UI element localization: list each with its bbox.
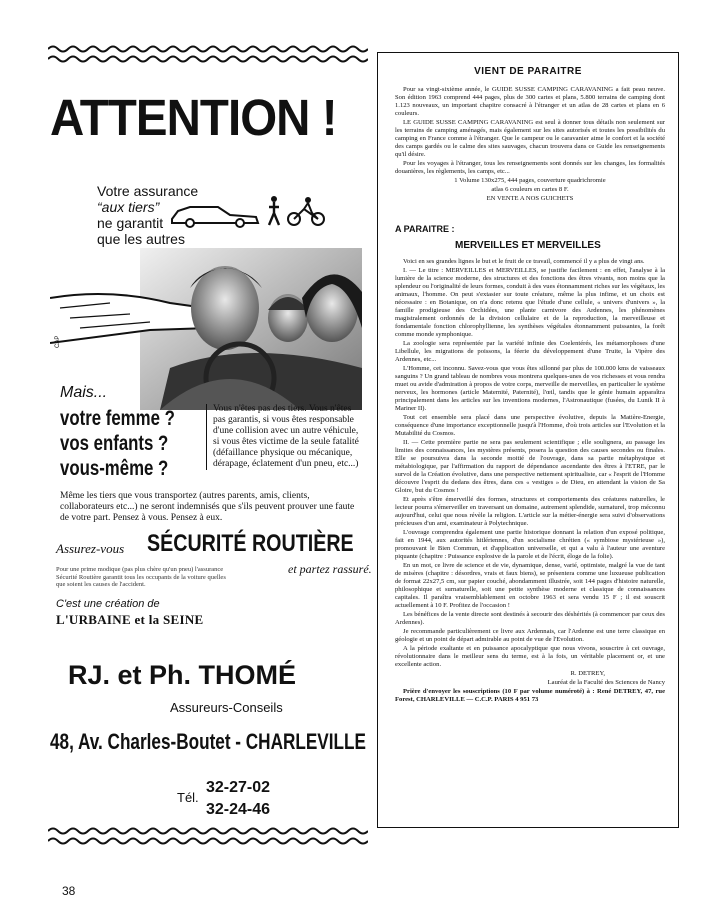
car-pedestrian-cyclist-icon	[170, 195, 340, 229]
paragraph: La zoologie sera représentée par la variété infinie des Coelentérés, les métamorphoses d'une Libellule, les migrations de poissons, la féerie du développement d'une Truite, la Vipère des Ardennes, etc...	[395, 340, 665, 363]
paragraph: LE GUIDE SUSSE CAMPING CARAVANING est seul à donner tous détails non seulement sur les terrains de camping aménagés, mais également sur les sites autorisés et toutes les possibilités du camping en France comme à l'étranger. Que le campeur ou le caravanier aime le confort et la société des camps gardés ou le calme des sites sauvages, chacun trouvera dans ce Guide les renseignements qu'il désire.	[395, 119, 665, 158]
question-line: votre femme ?	[60, 407, 175, 430]
paragraph: atlas 6 couleurs en cartes 8 F.	[491, 186, 569, 193]
paragraph: I. — Le titre : MERVEILLES et MERVEILLES, se justifie facilement : en effet, l'analyse à la lumière de la science moderne, des structures et des fonctions des êtres vivants, non moins que la splendeur ou l'originalité de leurs formes, conduit à des vues étonnamment riches sur les végétaux, les animaux, l'homme. On peut s'extasier sur toute créature, même la plus infime, et un choix est nécessaire : en Botanique, on n'a donc retenu que l'étude d'une cellule, « univers d'univers », la famille prodigieuse des Orchidées, une plante carnivore des Ardennes, les phénomènes magistralement ordonnés de la division cellulaire et de la reproduction, la merveilleuse et fondamentale fonction chlorophyllienne, les synthèses végétales étonnamment puissantes, la forêt comme monde symphonique.	[395, 267, 665, 338]
wavy-rule-left-bottom-2	[48, 836, 368, 846]
paragraph: II. — Cette première partie ne sera pas seulement scientifique ; elle soulignera, au passage les limites des connaissances, les mystères présents, posera la question des causes secondes ou finales. Elle se poursuivra dans la seconde moitié de l'ouvrage, dans sa partie métaphysique et métabiologique, par l'affirmation du rapport de dépendance ascendante des êtres à l'ETRE, par le survol de la Création évolutive, dans une perspective nettement spiritualiste, car « l'esprit de l'Homme découvre l'esprit du dedans des êtres, dans ces « vestiges » de Dieu, en attendant la vision de Sa Gloire, but du Cosmos !	[395, 439, 665, 494]
paragraph: EN VENTE A NOS GUICHETS	[486, 195, 574, 202]
signature: R. DETREY,	[570, 670, 605, 677]
paragraph: A la période exaltante et en puissance apocalyptique que nous vivons, souscrire à cet ouvrage, révolutionnaire dans le meilleur sens du terme, est à la fois, un véritable placement or, et une excellente action.	[395, 645, 665, 668]
creation-text: C'est une création de	[56, 598, 160, 610]
securite-routiere: SÉCURITÉ ROUTIÈRE	[147, 530, 354, 557]
guide-section	[395, 86, 665, 204]
a-paraitre-heading: A PARAITRE :	[395, 224, 455, 234]
paragraph: Pour les voyages à l'étranger, tous les renseignements sont donnés sur les changes, les formalités douanières, les règlements, les camps, etc...	[395, 160, 665, 175]
agency-name: RJ. et Ph. THOMÉ	[68, 660, 297, 690]
urbaine-logo: L'URBAINE et la SEINE	[56, 612, 204, 627]
headline: ATTENTION !	[50, 89, 337, 146]
book-title: MERVEILLES ET MERVEILLES	[455, 240, 601, 251]
paragraph: En un mot, ce livre de science et de vie, dynamique, dense, varié, optimiste, malgré la vue de tant de misères (chapitre : désordres, vrais et faux biens), se présentera comme une luxueuse publication de format 22x27,5 cm, sur papier couché, abondamment illustrée, soit 144 pages d'histoire naturelle, philosophique et surnaturelle, soit une petite synthèse moderne et classique de connaissances capitales. Il paraîtra vraisemblablement en octobre 1963 et sera vendu 15 F ; il est souscrit actuellement à 10 F. Profitez de l'occasion !	[395, 562, 665, 609]
agency-address: 48, Av. Charles-Boutet - CHARLEVILLE	[50, 729, 366, 754]
paragraph: Tout cet ensemble sera placé dans une perspective évolutive, depuis la Matière-Energie, conséquence d'une importance exceptionnelle jusqu'à l'Homme, d'où trois articles sur l'Evolution et la Mutabilité du Cosmos.	[395, 414, 665, 437]
tiers-text: Vous n'êtes pas des tiers. Vous n'êtes pas garantis, si vous êtes responsable d'une collision avec un autre véhicule, si vous êtes victime de la seule fatalité (défaillance physique ou mécanique, dérapage, éclatement d'un pneu, etc...)	[206, 404, 364, 470]
partez-text: et partez rassuré.	[288, 562, 372, 576]
photo-credit: CAP	[55, 335, 61, 348]
assureurs-conseils: Assureurs-Conseils	[170, 700, 283, 715]
paragraph: 1 Volume 130x275, 444 pages, couverture quadrichromie	[454, 177, 606, 184]
tel-number: 32-27-02	[206, 779, 271, 796]
paragraph: Je recommande particulièrement ce livre aux Ardennais, car l'Ardenne est une terre classique en géologie et un point de départ admirable au point de vue de l'Evolution.	[395, 628, 665, 643]
paragraph: Voici en ses grandes lignes le but et le fruit de ce travail, commencé il y a plus de vingt ans.	[403, 258, 645, 265]
question-line: vos enfants ?	[60, 432, 169, 455]
meme-text: Même les tiers que vous transportez (autres parents, amis, clients, collaborateurs etc...) ne seront indemnisés que s'ils peuvent prouver une faute de votre part. Pensez à vous. Pensez à eux.	[60, 491, 355, 523]
insurance-line: ne garantit	[97, 215, 164, 231]
insurance-line: “aux tiers”	[97, 199, 160, 215]
wavy-rule-left-top-2	[48, 54, 368, 64]
page-number: 38	[62, 884, 76, 898]
wavy-rule-left-bottom	[48, 826, 368, 836]
tel-label: Tél.	[177, 790, 199, 805]
paragraph: L'ouvrage comprendra également une partie historique donnant la relation d'un exposé politique, fait en 1944, aux autorités hitlériennes, d'un socialisme chrétien (« symbiose mystérieuse »), promouvant le Bien Commun, et d'application universelle, et qui a valu à l'auteur une aventure piquante (chapitre : Puissance explosive de la parole et de l'écrit, éloge de la folie).	[395, 529, 665, 560]
vient-de-paraitre-title: VIENT DE PARAITRE	[474, 66, 582, 77]
book-section	[395, 258, 665, 705]
question-line: vous-même ?	[60, 457, 169, 480]
paragraph: Les bénéfices de la vente directe sont destinés à secourir des déshérités (à commencer par ceux des Ardennes).	[395, 611, 665, 626]
tel-number: 32-24-46	[206, 801, 271, 818]
laureat: Lauréat de la Faculté des Sciences de Nancy	[547, 679, 665, 686]
mais-text: Mais...	[60, 384, 108, 401]
question-lines	[60, 406, 175, 481]
insurance-line: que les autres	[97, 231, 185, 247]
paragraph: Et après s'être émerveillé des formes, structures et comportements des créatures naturelles, le lecteur pourra s'émerveiller en traversant un domaine, autrement splendide, surnaturel, trop méconnu aujourd'hui, celui que nous révèle la religion. L'article sur la métier-énergie sera suivi d'observations précieuses d'un ami, examinateur à Polytechnique.	[395, 496, 665, 527]
paragraph: Pour sa vingt-sixième année, le GUIDE SUSSE CAMPING CARAVANING a fait peau neuve. Son édition 1963 comprend 444 pages, plus de 300 cartes et plans, 5.800 terrains de camping dont 1.123 nouveaux, un important chapitre consacré à l'étranger et un atlas de 28 cartes et plans en 6 couleurs.	[395, 86, 665, 117]
priere-text: Prière d'envoyer les souscriptions (10 F par volume numéroté) à : René DETREY, 47, rue Forest, CHARLEVILLE — C.C.P. PARIS 4 951 73	[395, 688, 665, 703]
prime-text: Pour une prime modique (pas plus chère qu'un pneu) l'assurance Sécurité Routière garantit tous les occupants de la voiture quelles que soient les causes de l'accident.	[56, 566, 226, 588]
tel-numbers	[206, 777, 270, 821]
wavy-rule-left-top	[48, 44, 368, 54]
assurez-text: Assurez-vous	[56, 541, 125, 556]
paragraph: L'Homme, cet inconnu. Savez-vous que vous êtes sillonné par plus de 100.000 kms de vaisseaux sanguins ? Un grand tableau de nombres vous montrera quelques-unes de vos richesses et vous rendra muet ou avide d'admiration à propos de votre corps, merveille de merveilles, en particulier le système nerveux, les hormones (article Maternité, Paternité), l'œil, tandis que le génie humain apparaîtra principalement dans les articles sur les inventions modernes, l'Astronautique (fusées, du Lunik II à Mariner II).	[395, 365, 665, 412]
insurance-line: Votre assurance	[97, 183, 199, 199]
